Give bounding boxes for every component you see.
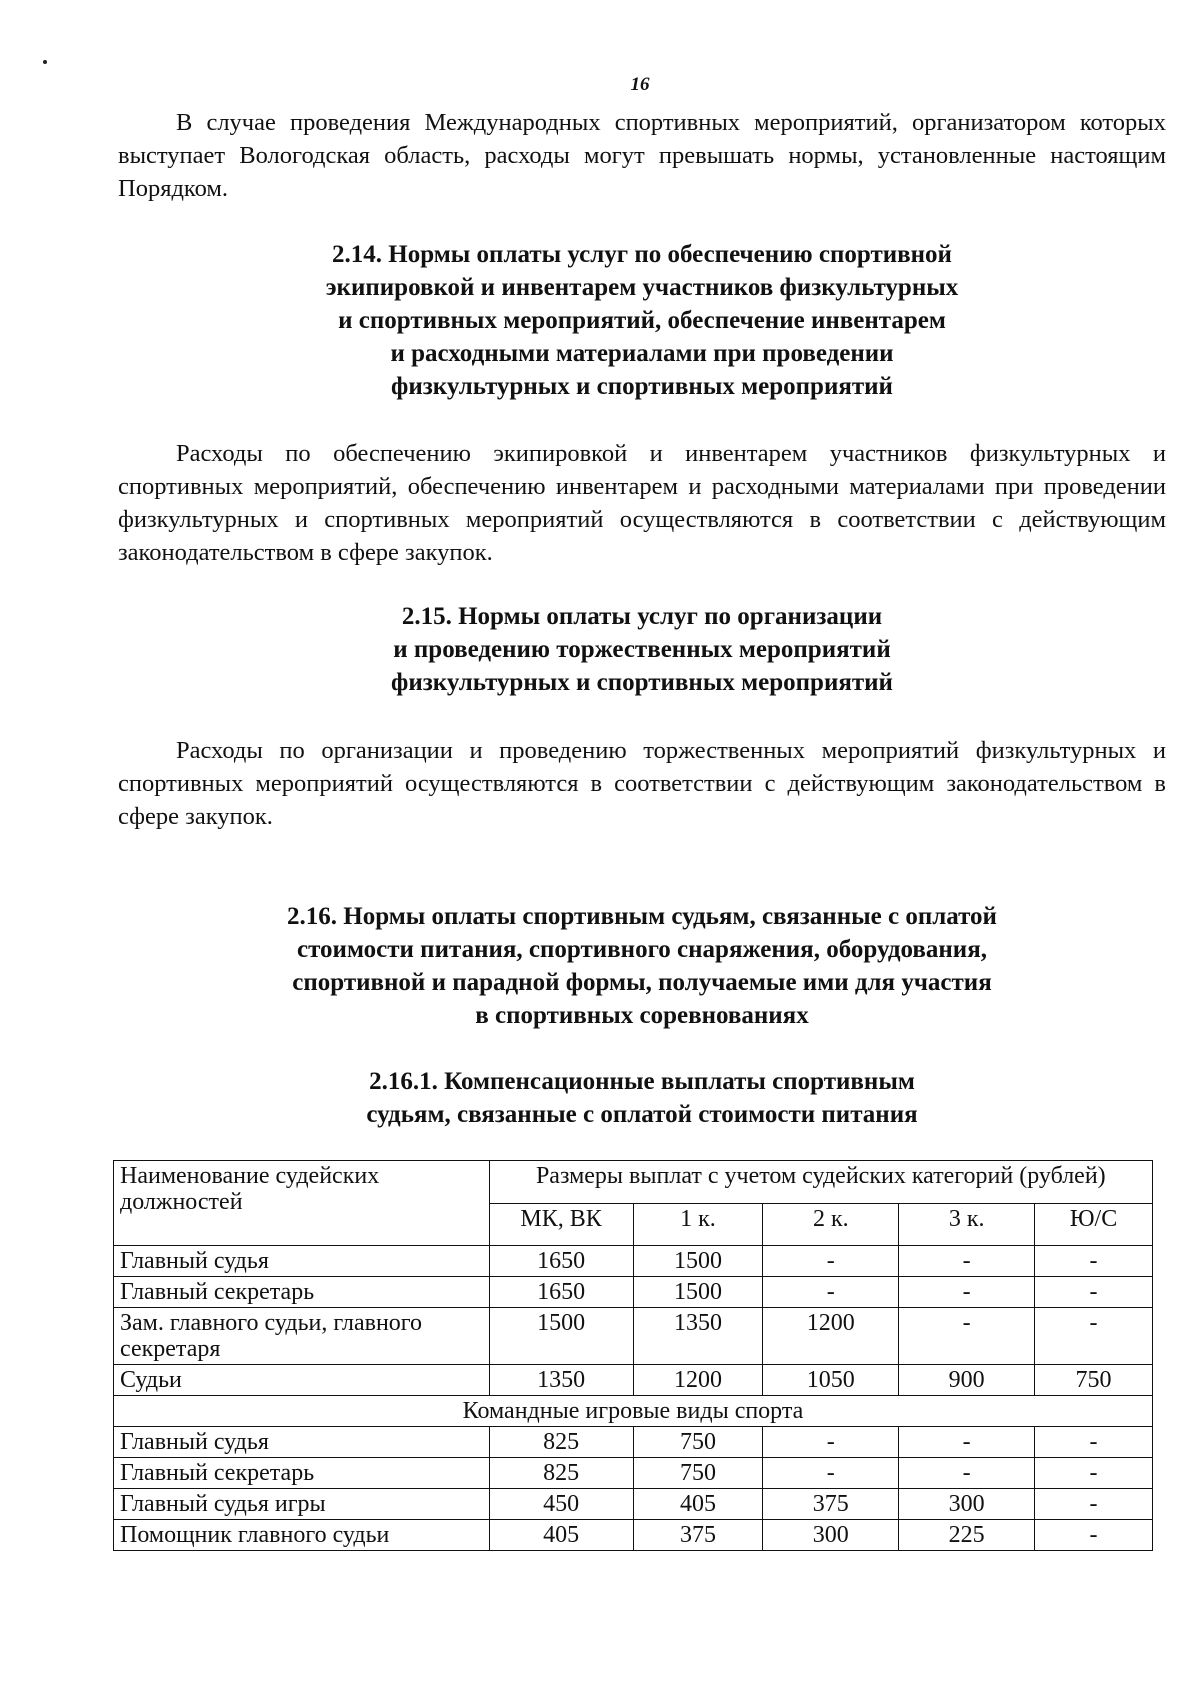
section-2-14-text: Расходы по обеспечению экипировкой и инвентарем участников физкультурных и спортивных мероприятий, обеспечению инвентарем и расходными материалами при проведении физкультурных и спортивных мероприятий осуществляются в соответствии с действующим законодательством в сфере закупок. <box>118 440 1166 566</box>
payment-value-cell: 405 <box>489 1520 633 1551</box>
position-name-cell: Зам. главного судьи, главного секретаря <box>114 1308 490 1365</box>
payment-value-cell: - <box>1035 1458 1153 1489</box>
payment-value-cell: 375 <box>633 1520 763 1551</box>
header-position-name: Наименование судейских должностей <box>114 1161 490 1246</box>
table-row <box>114 1246 1153 1277</box>
intro-paragraph <box>118 106 1166 205</box>
table-body <box>114 1161 1153 1551</box>
table-row <box>114 1489 1153 1520</box>
payment-value-cell: 750 <box>633 1427 763 1458</box>
payment-value-cell: 825 <box>489 1427 633 1458</box>
section-2-15-heading <box>118 600 1166 699</box>
heading-line: экипировкой и инвентарем участников физкультурных <box>325 274 959 301</box>
table-row <box>114 1520 1153 1551</box>
heading-line: 2.16. Нормы оплаты спортивным судьям, связанные с оплатой <box>287 903 997 930</box>
payment-value-cell: - <box>899 1246 1035 1277</box>
payment-value-cell: - <box>1035 1520 1153 1551</box>
category-header: 1 к. <box>633 1203 763 1246</box>
payment-value-cell: - <box>899 1277 1035 1308</box>
payment-value-cell: 1500 <box>489 1308 633 1365</box>
payment-value-cell: 1650 <box>489 1277 633 1308</box>
payment-value-cell: 225 <box>899 1520 1035 1551</box>
payment-value-cell: 750 <box>1035 1365 1153 1396</box>
position-name-cell: Главный судья <box>114 1246 490 1277</box>
table-row <box>114 1427 1153 1458</box>
payment-value-cell: - <box>1035 1277 1153 1308</box>
heading-line: 2.16.1. Компенсационные выплаты спортивным <box>369 1068 915 1095</box>
payment-value-cell: 1650 <box>489 1246 633 1277</box>
payment-value-cell: 1350 <box>633 1308 763 1365</box>
table-row <box>114 1277 1153 1308</box>
payment-value-cell: 1200 <box>763 1308 899 1365</box>
section-2-14-heading <box>118 238 1166 403</box>
heading-line: 2.15. Нормы оплаты услуг по организации <box>401 603 883 630</box>
section-label-cell: Командные игровые виды спорта <box>114 1396 1153 1427</box>
payment-value-cell: - <box>763 1277 899 1308</box>
table-header-row <box>114 1161 1153 1204</box>
section-2-16-1-heading <box>118 1065 1166 1131</box>
payment-value-cell: 900 <box>899 1365 1035 1396</box>
payment-value-cell: 1200 <box>633 1365 763 1396</box>
payment-value-cell: 1500 <box>633 1277 763 1308</box>
payment-value-cell: - <box>1035 1427 1153 1458</box>
category-header: 3 к. <box>899 1203 1035 1246</box>
section-2-14-paragraph <box>118 437 1166 569</box>
position-name-cell: Главный судья игры <box>114 1489 490 1520</box>
category-header: 2 к. <box>763 1203 899 1246</box>
heading-line: и проведению торжественных мероприятий <box>393 636 891 663</box>
payment-value-cell: 405 <box>633 1489 763 1520</box>
table-row <box>114 1308 1153 1365</box>
heading-line: физкультурных и спортивных мероприятий <box>391 669 893 696</box>
payment-value-cell: 825 <box>489 1458 633 1489</box>
payment-value-cell: - <box>899 1427 1035 1458</box>
category-header: МК, ВК <box>489 1203 633 1246</box>
table-row <box>114 1458 1153 1489</box>
heading-line: в спортивных соревнованиях <box>475 1002 809 1029</box>
payment-value-cell: 300 <box>899 1489 1035 1520</box>
heading-line: и расходными материалами при проведении <box>390 340 894 367</box>
payment-value-cell: - <box>899 1308 1035 1365</box>
heading-line: спортивной и парадной формы, получаемые ими для участия <box>292 969 992 996</box>
position-name-cell: Судьи <box>114 1365 490 1396</box>
payment-value-cell: 375 <box>763 1489 899 1520</box>
intro-text: В случае проведения Международных спортивных мероприятий, организатором которых выступает Вологодская область, расходы могут превышать нормы, установленные настоящим Порядком. <box>118 109 1166 202</box>
payment-value-cell: - <box>1035 1246 1153 1277</box>
category-header: Ю/С <box>1035 1203 1153 1246</box>
position-name-cell: Главный секретарь <box>114 1277 490 1308</box>
payment-value-cell: - <box>763 1246 899 1277</box>
payment-value-cell: 1350 <box>489 1365 633 1396</box>
section-2-15-paragraph <box>118 734 1166 833</box>
heading-line: стоимости питания, спортивного снаряжения, оборудования, <box>297 936 987 963</box>
payment-value-cell: 1050 <box>763 1365 899 1396</box>
table-section-row <box>114 1396 1153 1427</box>
judges-payments-table <box>113 1160 1153 1551</box>
page-number: 16 <box>630 74 650 95</box>
scan-dot <box>43 60 47 64</box>
heading-line: судьям, связанные с оплатой стоимости питания <box>366 1101 918 1128</box>
payment-value-cell: - <box>763 1458 899 1489</box>
payment-value-cell: 1500 <box>633 1246 763 1277</box>
header-payments: Размеры выплат с учетом судейских категорий (рублей) <box>489 1161 1152 1204</box>
payment-value-cell: 300 <box>763 1520 899 1551</box>
payment-value-cell: - <box>1035 1308 1153 1365</box>
heading-line: физкультурных и спортивных мероприятий <box>391 373 893 400</box>
section-2-15-text: Расходы по организации и проведению торжественных мероприятий физкультурных и спортивных мероприятий осуществляются в соответствии с действующим законодательством в сфере закупок. <box>118 737 1166 830</box>
heading-line: 2.14. Нормы оплаты услуг по обеспечению спортивной <box>332 241 952 268</box>
position-name-cell: Главный секретарь <box>114 1458 490 1489</box>
section-2-16-heading <box>118 900 1166 1032</box>
payment-value-cell: - <box>899 1458 1035 1489</box>
payment-value-cell: 750 <box>633 1458 763 1489</box>
payment-value-cell: 450 <box>489 1489 633 1520</box>
position-name-cell: Главный судья <box>114 1427 490 1458</box>
heading-line: и спортивных мероприятий, обеспечение инвентарем <box>338 307 946 334</box>
position-name-cell: Помощник главного судьи <box>114 1520 490 1551</box>
payment-value-cell: - <box>1035 1489 1153 1520</box>
payment-value-cell: - <box>763 1427 899 1458</box>
table-row <box>114 1365 1153 1396</box>
